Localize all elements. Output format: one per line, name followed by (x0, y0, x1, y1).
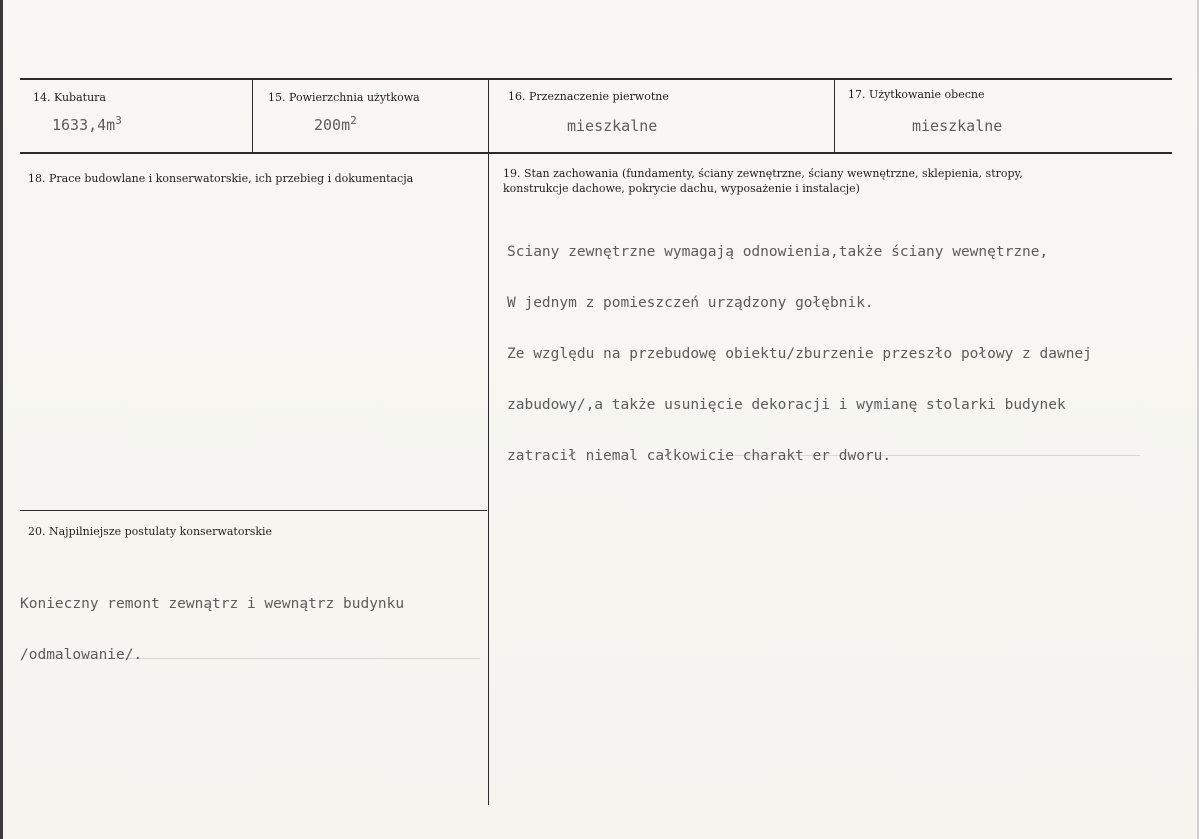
postulaty-text (20, 562, 404, 698)
przeznaczenie-value: mieszkalne (567, 117, 658, 135)
przeznaczenie-label: 16. Przeznaczenie pierwotne (508, 90, 669, 103)
stan-text (507, 210, 1092, 499)
page-edge-left (0, 0, 3, 839)
postulaty-label: 20. Najpilniejsze postulaty konserwatorskie (28, 525, 273, 538)
row1-bottom-rule (20, 152, 1172, 154)
divider-18-20 (20, 510, 487, 511)
stan-text-line: zabudowy/,a także usunięcie dekoracji i wymianę stolarki budynek (507, 397, 1066, 413)
uzytkowanie-label: 17. Użytkowanie obecne (848, 88, 985, 101)
kubatura-label: 14. Kubatura (33, 91, 106, 104)
stan-text-line: Sciany zewnętrzne wymagają odnowienia,także ściany wewnętrzne, (507, 244, 1049, 260)
divider-14-15 (252, 79, 253, 153)
stan-label-line2: konstrukcje dachowe, pokrycie dachu, wyposażenie i instalacje) (503, 182, 860, 195)
stan-text-line: Ze względu na przebudowę obiektu/zburzenie przeszło połowy z dawnej (507, 346, 1092, 362)
uzytkowanie-value: mieszkalne (912, 117, 1003, 135)
stan-text-line: W jednym z pomieszczeń urządzony gołębnik. (507, 295, 874, 311)
postulaty-text-line: Konieczny remont zewnątrz i wewnątrz budynku (20, 596, 405, 612)
stan-label-line1: 19. Stan zachowania (fundamenty, ściany zewnętrzne, ściany wewnętrzne, sklepienia, stropy, (503, 167, 1023, 180)
kubatura-value: $1633,4m^3$ (52, 114, 122, 134)
divider-16-17 (834, 79, 835, 153)
powierzchnia-value: $200m^2$ (314, 114, 357, 134)
postulaty-text-line: /odmalowanie/. (20, 647, 143, 663)
stan-text-line: zatracił niemal całkowicie charakt er dworu. (507, 448, 892, 464)
prace-label: 18. Prace budowlane i konserwatorskie, ich przebieg i dokumentacja (28, 172, 414, 185)
main-vertical-divider (488, 79, 489, 805)
powierzchnia-label: 15. Powierzchnia użytkowa (268, 91, 420, 104)
top-rule (20, 78, 1172, 80)
